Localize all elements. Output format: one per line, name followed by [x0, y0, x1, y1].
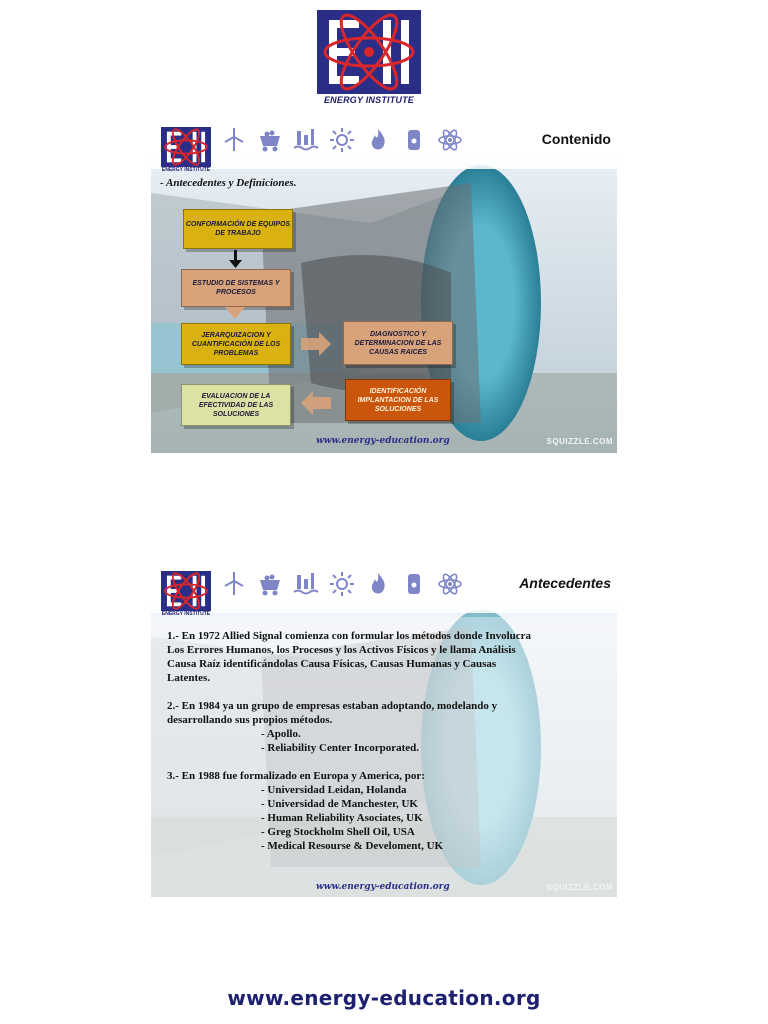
logo-caption: ENERGY INSTITUTE [161, 167, 211, 173]
flow-box-diagnostico: DIAGNOSTICO Y DETERMINACION DE LAS CAUSAS RAICES [343, 321, 453, 365]
hydro-plant-icon [293, 571, 319, 597]
logo-caption: ENERGY INSTITUTE [161, 611, 211, 617]
wind-turbine-icon [221, 571, 247, 597]
paragraph-1 [167, 629, 531, 685]
text-line: 2.- En 1984 ya un grupo de empresas estaban adoptando, modelando y [167, 700, 498, 712]
watermark: SQUIZZLE.COM [546, 437, 613, 446]
sun-icon [329, 127, 355, 153]
wind-turbine-icon [221, 127, 247, 153]
oil-barrel-icon [401, 571, 427, 597]
slide-body [167, 629, 531, 853]
flame-icon [365, 571, 391, 597]
list-item: - Reliability Center Incorporated. [261, 742, 420, 754]
list-item: - Apollo. [261, 728, 301, 740]
coal-cart-icon [257, 571, 283, 597]
text-line: Latentes. [167, 672, 211, 684]
logo-mark [317, 10, 421, 94]
slide-contenido [151, 123, 617, 453]
arrow-right-icon [301, 332, 331, 356]
paragraph-3 [167, 769, 531, 853]
list-item: - Human Reliability Asociates, UK [261, 812, 423, 824]
list-item: - Greg Stockholm Shell Oil, USA [261, 826, 415, 838]
energy-institute-logo [161, 571, 211, 619]
slide-antecedentes [151, 567, 617, 897]
text-line: desarrollando sus propios métodos. [167, 714, 333, 726]
logo-mark [161, 571, 211, 611]
list-item: - Universidad de Manchester, UK [261, 798, 418, 810]
slide-title: Contenido [541, 131, 611, 147]
list-item: - Universidad Leidan, Holanda [261, 784, 407, 796]
paragraph-2 [167, 699, 531, 755]
flow-box-identificacion: IDENTIFICACIÓN IMPLANTACION DE LAS SOLUCIONES [345, 379, 451, 421]
hydro-plant-icon [293, 127, 319, 153]
atom-e-logo-icon [161, 571, 211, 611]
slide-footer-url: www.energy-education.org [316, 436, 450, 446]
energy-institute-logo [317, 10, 421, 106]
flow-box-conformacion: CONFORMACIÓN DE EQUIPOS DE TRABAJO [183, 209, 293, 249]
flow-box-evaluacion: EVALUACION DE LA EFECTIVIDAD DE LAS SOLUCIONES [181, 384, 291, 426]
arrow-down-icon [229, 260, 242, 268]
arrow-down-icon [225, 307, 245, 321]
flow-box-estudio: ESTUDIO DE SISTEMAS Y PROCESOS [181, 269, 291, 307]
bottom-url-link[interactable]: www.energy-education.org [227, 986, 541, 1010]
atom-icon [437, 571, 463, 597]
logo-mark [161, 127, 211, 167]
slide-footer-url: www.energy-education.org [316, 882, 450, 892]
flame-icon [365, 127, 391, 153]
sun-icon [329, 571, 355, 597]
flow-box-jerarquizacion: JERARQUIZACION Y CUANTIFICACIÓN DE LOS PROBLEMAS [181, 323, 291, 365]
slide-subtitle: - Antecedentes y Definiciones. [160, 177, 297, 189]
atom-e-logo-icon [161, 127, 211, 167]
energy-institute-logo [161, 127, 211, 175]
text-line: Los Errores Humanos, los Procesos y los Activos Físicos y le llama Análisis [167, 644, 516, 656]
text-line: Causa Raíz identificándolas Causa Físicas, Causas Humanas y Causas [167, 658, 497, 670]
arrow-left-icon [301, 391, 331, 415]
list-item: - Medical Resourse & Develoment, UK [261, 840, 444, 852]
text-line: 1.- En 1972 Allied Signal comienza con formular los métodos donde Involucra [167, 630, 532, 642]
coal-cart-icon [257, 127, 283, 153]
text-line: 3.- En 1988 fue formalizado en Europa y America, por: [167, 770, 425, 782]
slide-title: Antecedentes [519, 575, 611, 591]
atom-icon [437, 127, 463, 153]
logo-caption: ENERGY INSTITUTE [323, 95, 415, 105]
atom-e-logo-icon [317, 10, 421, 94]
oil-barrel-icon [401, 127, 427, 153]
watermark: SQUIZZLE.COM [546, 883, 613, 892]
